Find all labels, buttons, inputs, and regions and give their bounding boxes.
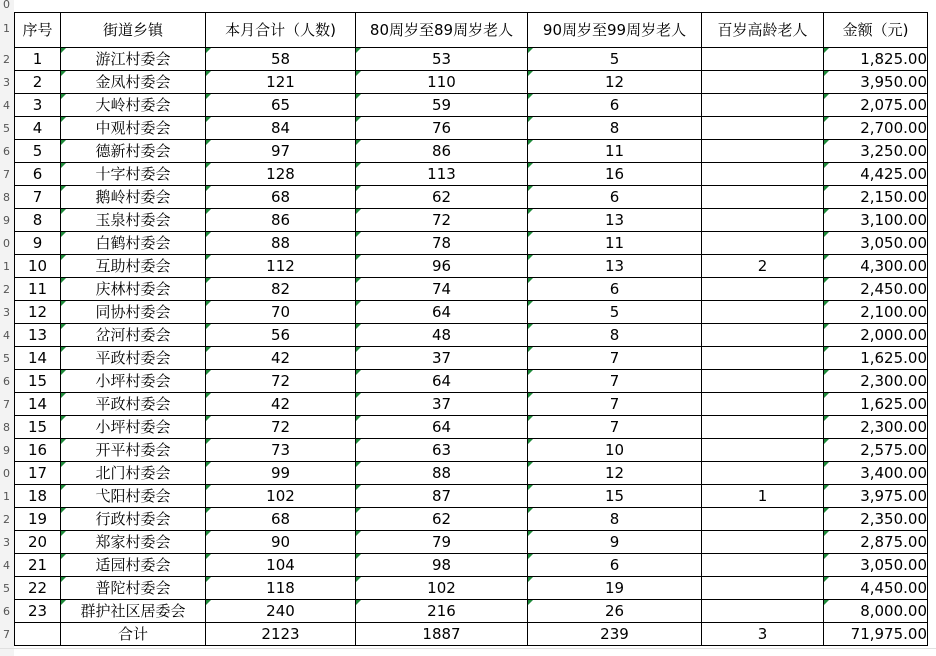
row-number[interactable]: 2 — [3, 513, 10, 526]
row-number[interactable]: 9 — [3, 444, 10, 457]
table-row — [15, 485, 928, 508]
row-number[interactable]: 2 — [3, 53, 10, 66]
table-row — [15, 531, 928, 554]
table-cell[interactable]: 2,875.00 — [824, 531, 928, 554]
row-number[interactable]: 8 — [3, 421, 10, 434]
header-cell[interactable]: 80周岁至89周岁老人 — [356, 13, 528, 48]
table-cell[interactable]: 6 — [528, 278, 702, 301]
table-cell[interactable]: 2,100.00 — [824, 301, 928, 324]
table-cell[interactable]: 53 — [356, 48, 528, 71]
table-row — [15, 232, 928, 255]
table-cell[interactable]: 5 — [528, 301, 702, 324]
header-cell[interactable]: 90周岁至99周岁老人 — [528, 13, 702, 48]
table-row — [15, 140, 928, 163]
table-cell[interactable]: 群护社区居委会 — [61, 600, 206, 623]
table-cell[interactable]: 62 — [356, 508, 528, 531]
table-cell[interactable] — [702, 347, 824, 370]
table-row — [15, 370, 928, 393]
table-cell[interactable]: 2,700.00 — [824, 117, 928, 140]
table-cell[interactable]: 78 — [356, 232, 528, 255]
table-cell[interactable]: 11 — [528, 140, 702, 163]
table-cell[interactable]: 4,450.00 — [824, 577, 928, 600]
table-cell[interactable]: 白鹤村委会 — [61, 232, 206, 255]
table-cell[interactable]: 82 — [206, 278, 356, 301]
header-row — [15, 13, 928, 48]
table-cell[interactable]: 1 — [702, 485, 824, 508]
row-number[interactable]: 0 — [3, 0, 10, 11]
table-row — [15, 462, 928, 485]
row-number[interactable]: 8 — [3, 191, 10, 204]
table-cell[interactable]: 6 — [15, 163, 61, 186]
row-number[interactable]: 0 — [3, 467, 10, 480]
header-cell[interactable]: 序号 — [15, 13, 61, 48]
spreadsheet-table[interactable] — [14, 12, 928, 646]
table-cell[interactable]: 1,625.00 — [824, 347, 928, 370]
table-cell[interactable]: 3,400.00 — [824, 462, 928, 485]
table-cell[interactable]: 适园村委会 — [61, 554, 206, 577]
table-row — [15, 439, 928, 462]
table-cell[interactable]: 73 — [206, 439, 356, 462]
table-cell[interactable]: 64 — [356, 416, 528, 439]
table-row — [15, 117, 928, 140]
table-cell[interactable] — [702, 140, 824, 163]
total-cell[interactable]: 合计 — [61, 623, 206, 646]
table-cell[interactable]: 平政村委会 — [61, 393, 206, 416]
table-cell[interactable] — [702, 508, 824, 531]
table-row — [15, 508, 928, 531]
table-cell[interactable] — [702, 439, 824, 462]
row-number[interactable]: 5 — [3, 582, 10, 595]
table-cell[interactable]: 98 — [356, 554, 528, 577]
table-cell[interactable]: 37 — [356, 347, 528, 370]
row-number[interactable]: 1 — [3, 490, 10, 503]
table-cell[interactable]: 2,075.00 — [824, 94, 928, 117]
table-cell[interactable]: 2,300.00 — [824, 370, 928, 393]
table-cell[interactable]: 14 — [15, 393, 61, 416]
table-cell[interactable] — [702, 416, 824, 439]
table-cell[interactable]: 7 — [528, 416, 702, 439]
table-cell[interactable]: 84 — [206, 117, 356, 140]
table-cell[interactable] — [702, 577, 824, 600]
row-number[interactable]: 4 — [3, 99, 10, 112]
table-cell[interactable]: 12 — [528, 462, 702, 485]
total-row — [15, 623, 928, 646]
table-cell[interactable]: 20 — [15, 531, 61, 554]
table-cell[interactable]: 庆林村委会 — [61, 278, 206, 301]
table-cell[interactable]: 104 — [206, 554, 356, 577]
table-cell[interactable]: 3,050.00 — [824, 554, 928, 577]
table-cell[interactable] — [702, 163, 824, 186]
table-cell[interactable]: 216 — [356, 600, 528, 623]
table-cell[interactable]: 14 — [15, 347, 61, 370]
table-cell[interactable]: 8 — [528, 324, 702, 347]
table-cell[interactable]: 19 — [15, 508, 61, 531]
table-row — [15, 163, 928, 186]
table-cell[interactable]: 4 — [15, 117, 61, 140]
table-cell[interactable] — [702, 554, 824, 577]
row-number-gutter[interactable] — [0, 0, 14, 656]
table-cell[interactable]: 10 — [15, 255, 61, 278]
table-cell[interactable]: 12 — [15, 301, 61, 324]
table-cell[interactable]: 岔河村委会 — [61, 324, 206, 347]
table-cell[interactable]: 76 — [356, 117, 528, 140]
table-row — [15, 209, 928, 232]
table-cell[interactable] — [702, 117, 824, 140]
table-cell[interactable]: 4,425.00 — [824, 163, 928, 186]
table-cell[interactable]: 5 — [528, 48, 702, 71]
table-row — [15, 554, 928, 577]
table-row — [15, 94, 928, 117]
table-cell[interactable]: 6 — [528, 94, 702, 117]
table-cell[interactable]: 7 — [528, 370, 702, 393]
table-cell[interactable]: 金凤村委会 — [61, 71, 206, 94]
row-number[interactable]: 6 — [3, 145, 10, 158]
table-cell[interactable]: 37 — [356, 393, 528, 416]
table-cell[interactable]: 8,000.00 — [824, 600, 928, 623]
table-cell[interactable]: 72 — [206, 370, 356, 393]
row-number[interactable]: 0 — [3, 237, 10, 250]
table-cell[interactable] — [702, 301, 824, 324]
row-number[interactable]: 6 — [3, 375, 10, 388]
table-cell[interactable]: 13 — [15, 324, 61, 347]
total-cell[interactable]: 71,975.00 — [824, 623, 928, 646]
table-cell[interactable]: 7 — [528, 393, 702, 416]
table-cell[interactable]: 小坪村委会 — [61, 370, 206, 393]
row-number[interactable]: 5 — [3, 122, 10, 135]
table-cell[interactable]: 3,975.00 — [824, 485, 928, 508]
table-cell[interactable]: 十字村委会 — [61, 163, 206, 186]
table-cell[interactable]: 2,575.00 — [824, 439, 928, 462]
table-cell[interactable] — [702, 531, 824, 554]
table-cell[interactable]: 同协村委会 — [61, 301, 206, 324]
table-cell[interactable]: 88 — [356, 462, 528, 485]
table-cell[interactable]: 3,950.00 — [824, 71, 928, 94]
header-cell[interactable]: 街道乡镇 — [61, 13, 206, 48]
row-number[interactable]: 4 — [3, 329, 10, 342]
table-cell[interactable]: 郑家村委会 — [61, 531, 206, 554]
table-cell[interactable]: 128 — [206, 163, 356, 186]
table-cell[interactable]: 8 — [528, 117, 702, 140]
table-cell[interactable]: 65 — [206, 94, 356, 117]
table-cell[interactable]: 2 — [15, 71, 61, 94]
table-cell[interactable]: 113 — [356, 163, 528, 186]
table-cell[interactable]: 7 — [528, 347, 702, 370]
total-cell[interactable] — [15, 623, 61, 646]
row-number[interactable]: 3 — [3, 536, 10, 549]
table-cell[interactable]: 13 — [528, 255, 702, 278]
table-cell[interactable]: 64 — [356, 301, 528, 324]
table-row — [15, 416, 928, 439]
table-cell[interactable]: 18 — [15, 485, 61, 508]
grid-bottom-line — [0, 648, 936, 649]
table-row — [15, 324, 928, 347]
table-cell[interactable]: 普陀村委会 — [61, 577, 206, 600]
table-cell[interactable]: 99 — [206, 462, 356, 485]
table-cell[interactable]: 112 — [206, 255, 356, 278]
table-cell[interactable]: 48 — [356, 324, 528, 347]
header-cell[interactable]: 本月合计（人数) — [206, 13, 356, 48]
total-cell[interactable]: 3 — [702, 623, 824, 646]
table-cell[interactable]: 小坪村委会 — [61, 416, 206, 439]
table-cell[interactable]: 22 — [15, 577, 61, 600]
table-cell[interactable]: 87 — [356, 485, 528, 508]
table-cell[interactable]: 中观村委会 — [61, 117, 206, 140]
table-cell[interactable]: 行政村委会 — [61, 508, 206, 531]
table-cell[interactable]: 2,150.00 — [824, 186, 928, 209]
table-cell[interactable]: 3,250.00 — [824, 140, 928, 163]
table-cell[interactable] — [702, 600, 824, 623]
table-cell[interactable]: 3,050.00 — [824, 232, 928, 255]
table-cell[interactable]: 9 — [528, 531, 702, 554]
table-cell[interactable]: 96 — [356, 255, 528, 278]
table-cell[interactable]: 弋阳村委会 — [61, 485, 206, 508]
row-number[interactable]: 7 — [3, 398, 10, 411]
table-cell[interactable] — [702, 370, 824, 393]
row-number[interactable]: 3 — [3, 76, 10, 89]
row-number[interactable]: 5 — [3, 352, 10, 365]
table-cell[interactable]: 240 — [206, 600, 356, 623]
table-cell[interactable]: 74 — [356, 278, 528, 301]
table-cell[interactable]: 90 — [206, 531, 356, 554]
total-cell[interactable]: 239 — [528, 623, 702, 646]
row-number[interactable]: 6 — [3, 605, 10, 618]
table-cell[interactable]: 6 — [528, 186, 702, 209]
table-row — [15, 393, 928, 416]
table-cell[interactable] — [702, 94, 824, 117]
table-cell[interactable] — [702, 209, 824, 232]
table-cell[interactable]: 70 — [206, 301, 356, 324]
table-row — [15, 71, 928, 94]
table-row — [15, 301, 928, 324]
table-cell[interactable]: 3 — [15, 94, 61, 117]
table-cell[interactable]: 11 — [15, 278, 61, 301]
table-row — [15, 347, 928, 370]
table-cell[interactable]: 72 — [356, 209, 528, 232]
row-number[interactable]: 2 — [3, 283, 10, 296]
table-cell[interactable] — [702, 71, 824, 94]
table-cell[interactable]: 11 — [528, 232, 702, 255]
table-cell[interactable]: 德新村委会 — [61, 140, 206, 163]
table-cell[interactable]: 互助村委会 — [61, 255, 206, 278]
table-cell[interactable]: 21 — [15, 554, 61, 577]
table-cell[interactable]: 62 — [356, 186, 528, 209]
row-number[interactable]: 4 — [3, 559, 10, 572]
table-cell[interactable]: 16 — [528, 163, 702, 186]
table-cell[interactable]: 17 — [15, 462, 61, 485]
table-cell[interactable]: 102 — [356, 577, 528, 600]
table-cell[interactable]: 8 — [15, 209, 61, 232]
total-cell[interactable]: 1887 — [356, 623, 528, 646]
table-cell[interactable]: 118 — [206, 577, 356, 600]
table-cell[interactable]: 86 — [206, 209, 356, 232]
table-cell[interactable]: 13 — [528, 209, 702, 232]
table-cell[interactable]: 16 — [15, 439, 61, 462]
row-number[interactable]: 1 — [3, 22, 10, 35]
table-cell[interactable]: 110 — [356, 71, 528, 94]
table-cell[interactable]: 15 — [15, 370, 61, 393]
table-cell[interactable]: 北门村委会 — [61, 462, 206, 485]
table-cell[interactable]: 42 — [206, 393, 356, 416]
row-number[interactable]: 3 — [3, 306, 10, 319]
table-cell[interactable]: 68 — [206, 186, 356, 209]
table-cell[interactable]: 1,825.00 — [824, 48, 928, 71]
table-cell[interactable]: 68 — [206, 508, 356, 531]
row-number[interactable]: 9 — [3, 214, 10, 227]
table-cell[interactable]: 79 — [356, 531, 528, 554]
row-number[interactable]: 1 — [3, 260, 10, 273]
table-cell[interactable]: 2,350.00 — [824, 508, 928, 531]
table-cell[interactable] — [702, 324, 824, 347]
table-row — [15, 278, 928, 301]
table-cell[interactable]: 平政村委会 — [61, 347, 206, 370]
table-cell[interactable]: 8 — [528, 508, 702, 531]
table-body — [15, 48, 928, 646]
table-cell[interactable]: 19 — [528, 577, 702, 600]
table-row — [15, 577, 928, 600]
table-cell[interactable]: 7 — [15, 186, 61, 209]
table-cell[interactable]: 63 — [356, 439, 528, 462]
table-cell[interactable]: 121 — [206, 71, 356, 94]
table-cell[interactable]: 5 — [15, 140, 61, 163]
sheet-title-strip — [0, 0, 936, 12]
table-cell[interactable]: 开平村委会 — [61, 439, 206, 462]
table-cell[interactable]: 64 — [356, 370, 528, 393]
total-cell[interactable]: 2123 — [206, 623, 356, 646]
table-cell[interactable]: 72 — [206, 416, 356, 439]
table-cell[interactable]: 42 — [206, 347, 356, 370]
table-cell[interactable]: 102 — [206, 485, 356, 508]
table-row — [15, 255, 928, 278]
table-cell[interactable]: 2,300.00 — [824, 416, 928, 439]
table-cell[interactable]: 88 — [206, 232, 356, 255]
table-cell[interactable]: 玉泉村委会 — [61, 209, 206, 232]
table-cell[interactable] — [702, 232, 824, 255]
row-number[interactable]: 7 — [3, 168, 10, 181]
table-cell[interactable]: 4,300.00 — [824, 255, 928, 278]
table-cell[interactable]: 56 — [206, 324, 356, 347]
table-row — [15, 600, 928, 623]
table-cell[interactable]: 10 — [528, 439, 702, 462]
table-cell[interactable]: 86 — [356, 140, 528, 163]
table-cell[interactable]: 59 — [356, 94, 528, 117]
header-cell[interactable]: 百岁高龄老人 — [702, 13, 824, 48]
table-cell[interactable]: 1,625.00 — [824, 393, 928, 416]
table-cell[interactable]: 15 — [15, 416, 61, 439]
table-cell[interactable]: 2,450.00 — [824, 278, 928, 301]
row-number[interactable]: 7 — [3, 628, 10, 641]
table-cell[interactable]: 9 — [15, 232, 61, 255]
table-cell[interactable]: 58 — [206, 48, 356, 71]
table-row — [15, 48, 928, 71]
table-cell[interactable]: 15 — [528, 485, 702, 508]
table-cell[interactable]: 12 — [528, 71, 702, 94]
table-cell[interactable] — [702, 278, 824, 301]
header-cell[interactable]: 金额（元) — [824, 13, 928, 48]
table-cell[interactable] — [702, 462, 824, 485]
table-cell[interactable]: 大岭村委会 — [61, 94, 206, 117]
table-cell[interactable]: 2,000.00 — [824, 324, 928, 347]
table-cell[interactable]: 97 — [206, 140, 356, 163]
table-cell[interactable]: 鹅岭村委会 — [61, 186, 206, 209]
table-row — [15, 186, 928, 209]
table-cell[interactable] — [702, 393, 824, 416]
table-cell[interactable]: 3,100.00 — [824, 209, 928, 232]
table-cell[interactable]: 26 — [528, 600, 702, 623]
table-cell[interactable]: 6 — [528, 554, 702, 577]
table-cell[interactable]: 2 — [702, 255, 824, 278]
table-cell[interactable]: 23 — [15, 600, 61, 623]
table-cell[interactable] — [702, 186, 824, 209]
table-cell[interactable]: 1 — [15, 48, 61, 71]
table-cell[interactable] — [702, 48, 824, 71]
table-cell[interactable]: 游江村委会 — [61, 48, 206, 71]
